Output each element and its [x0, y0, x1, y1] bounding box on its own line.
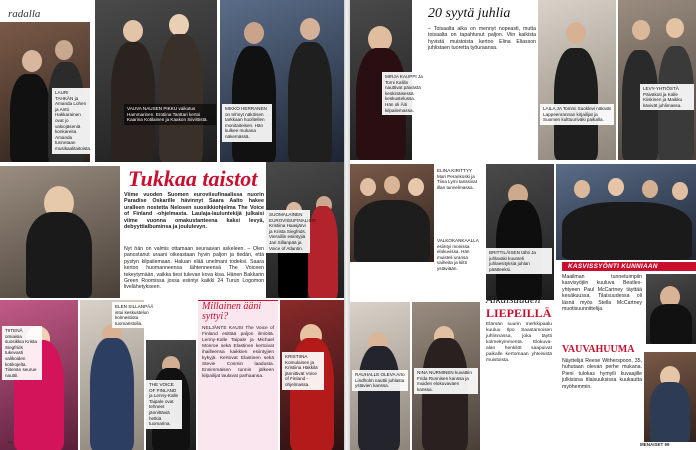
left-page	[0, 0, 344, 450]
kasvissyonti-banner: KASVISSYÖNTI KUNNIAAN	[562, 262, 696, 271]
photo-mccartney	[646, 274, 696, 344]
caption-levy: LEVY-YHTIÖSTÄ Päiväkoti ja Kalle Kiiskinen ja Maikku kävivät juhlimassa.	[640, 84, 694, 110]
caption-elina-kirittyy: ELINA KIRITTYY Mari Perankoski ja Tiina Lymi tanssivat illan tunnelmassa.	[434, 166, 484, 192]
liepeilla: LIEPEILLÄ	[486, 306, 552, 320]
right-page	[350, 0, 696, 450]
body-liepeilla: Elämän suurin merkkipaalu kuuluu Ilpo Saastamoisen juhlinnassa, joka täytti kolmekymmentä. Elokuva-alan henkilöt saapuivat paikalle kertomaan yhteisistä muistoista.	[486, 322, 552, 363]
caption-rauhanen: RAUHALLE OLEVA Arto Lindholm nauttii juhlasta ystävien kanssa.	[352, 370, 408, 391]
caption-mikko: MIKKO HERRANEN on tehnyt näköisen tarkkaan huolitellen monitaiteisen. Hän kulkee mukana näkemässä.	[222, 104, 272, 142]
body-kasvis: Maailman tunnetuimpiin kasvisyöjiin kuuluva Beatles-yhtyeen Paul McCartney täyttää kesäkuussa. Tilaisuudessa oli läsnä myös Stella McCartney muotisuunnittelija.	[562, 274, 642, 313]
aikuisuuden: Aikuisuuden	[486, 294, 541, 306]
vauvahuuma: VAUVAHUUMA	[562, 344, 635, 355]
body-text: Nyt hän on valmis ottamaan seuraavan askeleen. – Olen panostanut uraani oikeastaan hyvin paljon ja tiedän, että pystyn kilpailemaan. Haluan elää unelmani todeksi. Saara kertoo huomanneensa lähtenneensä The Voiceen tekeytymään, vaikka tiesi tulevan kova kisa. Hänen Bakkarin Green Roomissa jossa esiintyi kaikki 24 Turun Logomon livelähetykseen.	[124, 246, 264, 291]
caption-tiitena: TIITENÄ omiaisia suosikkia Krista Siegfrids tukevasti valikoiden kotikojelta. Tiitenän seurue nauttii.	[2, 326, 42, 380]
caption-nina: NINA NURMINEN kuvattiin Frida Runnisen kanssa ja muiden elokuvaväen kanssa.	[414, 368, 478, 394]
caption-voice: THE VOICE OF FINLAND ja Lenny-Kalle Taipale ovat tehneet jännittäviä hetkiä tuomarina.	[146, 380, 182, 429]
caption-mid: SUOMALAINEN EUROVIISUFINALISTI Kristiina Haasjärvi ja Krista Siegfrids. Vieraillin esiintyjiä Jari Sillanpää ja Voice of Atlantin.	[266, 210, 310, 253]
section-label: radalla	[8, 8, 41, 20]
page-number-right: MENAISET 99	[640, 442, 670, 447]
caption-laila: LAILA JA Tommi Suoklevi näkivät Lappeenrannan kirjailijat ja Suomen kulttuuriväki paikalla.	[540, 104, 614, 125]
page-number-left: 98	[8, 440, 14, 445]
photo-group-women	[95, 0, 217, 162]
lead-text: Viime vuoden Suomen euroviisufinaalissa nuorin Paradise Oskarille hävinnyt Saara Aalto hakee uralleen nostetta Nelosen suosikkiohjelma The Voice of Finland -ohjelmasta. Laulaja-lauluntekijä julkaisi viime vuonna omakustanteena kaksi levyä, debyyttialbuminsa ja joululevyn.	[124, 192, 264, 231]
caption-mirja: MIRJA KAUPPI Ja Tomi Kalilin nauttivat päivästä keskinäisessä keskustelussa. Hän oli Äiti kilpailemassa.	[382, 72, 426, 115]
photo-brittila	[486, 164, 554, 300]
photo-witherspoon	[644, 352, 696, 442]
headline: Tukkaa taistot	[128, 166, 258, 191]
photo-levy	[618, 0, 696, 160]
caption-elen: ELEN SILLANPÄÄ istui keskustelun kolmestiota tuomaristolla.	[112, 302, 160, 328]
headline-20: 20 syytä juhlia	[428, 6, 511, 21]
pink-text: NELJÄNTE KAUSI The Voice of Finland esittää paljon ilmiöitä. Lenny-Kalle Taipale ja Michael Monroe sekä Elastinen kertoivat ihailleensa kaikkien esiintyjien kykyjä. Kertovat Elastinen sekä Stevie Cosmin laadusta. Ensimmäisen tunnin jälkeen kilpailijat laulavat parhaansa.	[202, 326, 274, 379]
photo-trio	[350, 164, 434, 262]
body-20: – Toisaalta aika on mennyt nopeasti, mutta toisaalta on tapahtunut paljon. Viin kaikista hyvistä muistoista kertoo Elina Eliasson juhlistaen tuoretta työuraansa.	[428, 26, 536, 52]
photo-saara	[0, 166, 120, 298]
photo-laila	[538, 0, 616, 160]
caption-lauri: LAURI TAHKÄN ja Amanda Lohen ja Antti Hakkarainen ovat jo vakiojäseniä konkareita. Amanda tunnetaan musikaalitaitoista.	[52, 88, 90, 154]
pink-title: Millainen ääni syttyi?	[202, 301, 262, 322]
body-vauva: Näyttelijä Reese Witherspoon, 35, huhutaan olevan perhe mukana. Pieni tulokas hymyili kuvaajille julkisissa tilaisuuksissa kuukautta myöhemmin.	[562, 358, 642, 390]
caption-brittila: BRITTILÄISEN tähti Ja juhlaväki kuunteli juhlaesityksiä juhlan päätteeksi.	[486, 248, 552, 274]
caption-valkokankaalla: VALKOKANKAALLA esiintyi monissa elokuvissa. Hän muisteli uransa vaiheita ja kiitti ystäviään.	[434, 236, 484, 274]
caption-vauva: VAUVA NAUSEN PIKKU vaikutus Hammarinen. Erotiina Tanttari kertoi Kaarina Kotilainen ja Kaakon Siivilöistä.	[124, 104, 216, 125]
photo-group-right	[556, 164, 696, 260]
caption-kristiina: KRISTIINA Komulainen ja Kristiina Häkkilä jännittivät Voice of Finland -ohjelmassa.	[282, 352, 324, 390]
